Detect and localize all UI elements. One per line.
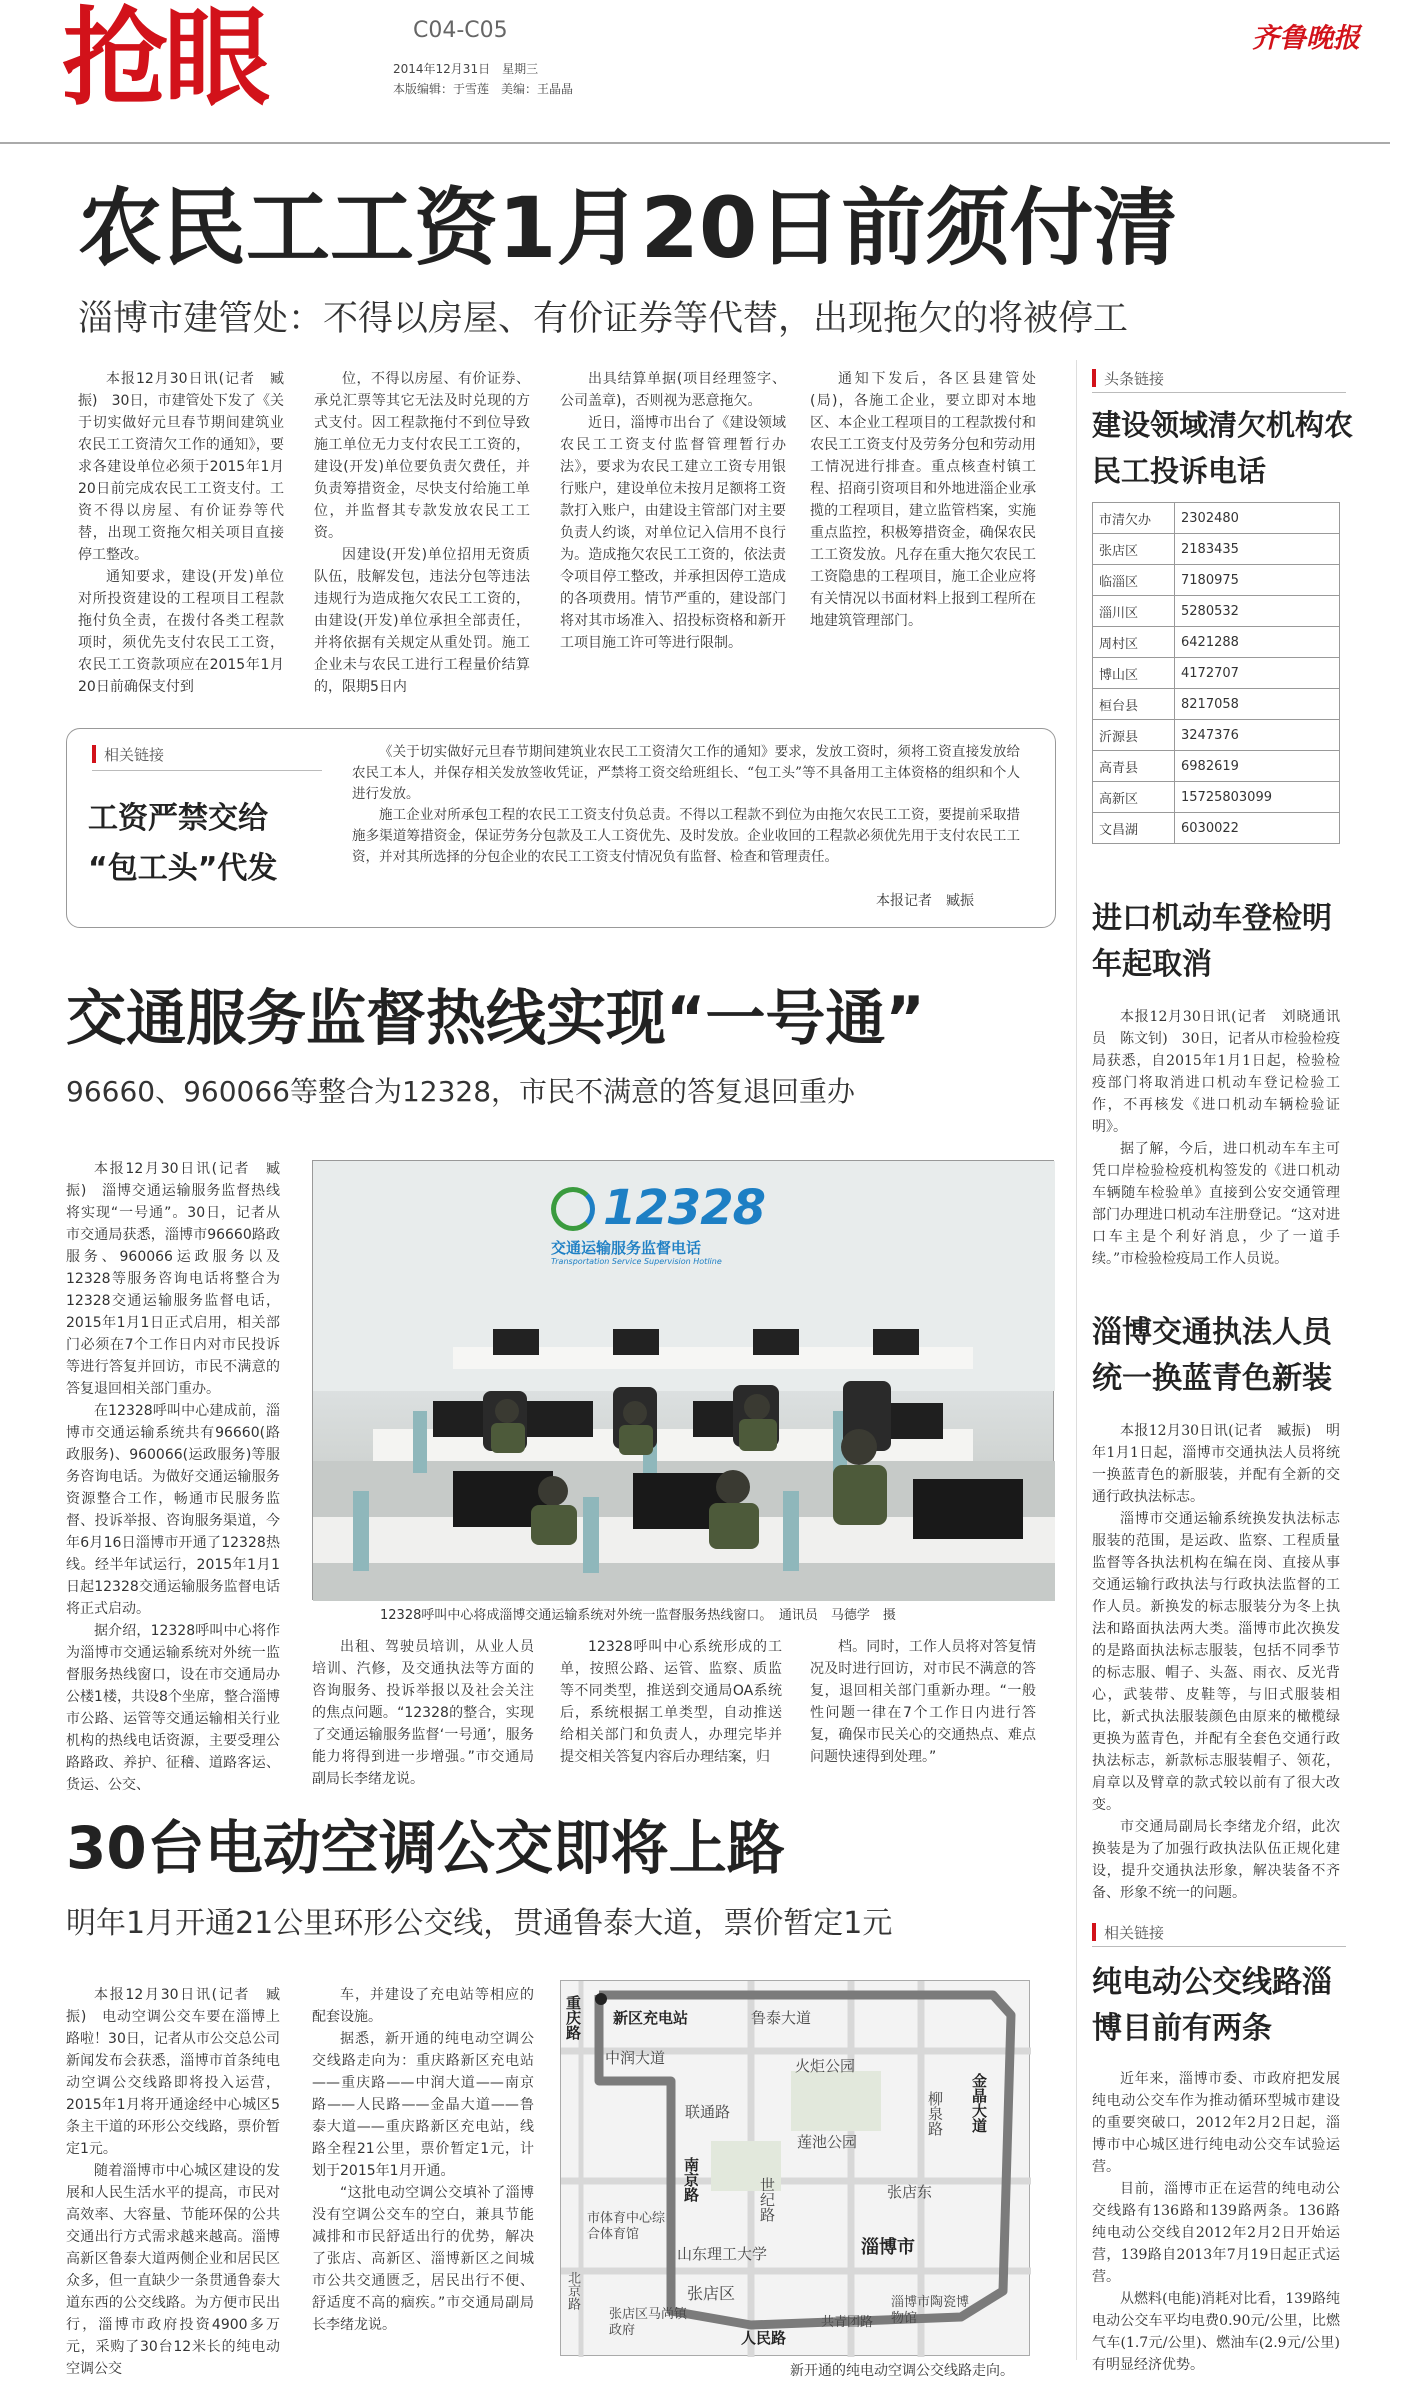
hotline-row xyxy=(1093,782,1340,813)
article3-title: 30台电动空调公交即将上路 xyxy=(66,1814,785,1882)
map-label: 重庆路 xyxy=(564,1995,582,2040)
hotline-district: 文昌湖 xyxy=(1093,813,1175,844)
hotline-logo xyxy=(551,1179,811,1269)
story1-title: 进口机动车登检明年起取消 xyxy=(1092,901,1332,982)
hotline-phone: 3247376 xyxy=(1175,720,1340,751)
hotline-district: 沂源县 xyxy=(1093,720,1175,751)
paragraph: 目前，淄博市正在运营的纯电动公交线路有136路和139路两条。136路纯电动公交线自2012年2月2日开始运营，139路自2013年7月19日起正式运营。 xyxy=(1092,2181,1340,2285)
article1-col3 xyxy=(560,368,786,716)
hotline-row xyxy=(1093,658,1340,689)
paragraph: 通知下发后，各区县建管处(局)，各施工企业，要立即对本地区、本企业工程项目的工程款拨付和农民工工资支付及劳务分包和劳动用工情况进行排查。重点核查村镇工程、招商引资项目和外地进淄企业承揽的工程项目，建立监管档案，实施重点监控，积极筹措资金，确保农民工工资发放。凡存在重大拖欠农民工工资隐患的工程项目，施工企业应将有关情况以书面材料上报到工程所在地建筑管理部门。 xyxy=(810,371,1036,629)
tag-marker xyxy=(92,745,96,763)
paragraph: 从燃料(电能)消耗对比看，139路纯电动公交车平均电费0.90元/公里，比燃气车(1.7元/公里)、燃油车(2.9元/公里)有明显经济优势。 xyxy=(1092,2291,1340,2373)
paragraph: 近日，淄博市出台了《建设领域农民工工资支付监督管理暂行办法》，要求为农民工建立工资专用银行账户，建设单位未按月足额将工资款打入账户，由建设主管部门对主要负责人约谈，对单位记入信用不良行为。造成拖欠农民工工资的，依法责令项目停工整改，并承担因停工造成的各项费用。情节严重的，建设部门将对其市场准入、招投标资格和新开工项目施工许可等进行限制。 xyxy=(560,415,786,651)
map-label: 北京路 xyxy=(565,2271,580,2310)
article3-subtitle: 明年1月开通21公里环形公交线，贯通鲁泰大道，票价暂定1元 xyxy=(66,1906,893,1941)
hotline-district: 高新区 xyxy=(1093,782,1175,813)
operator-head xyxy=(495,1399,519,1423)
charging-station-marker xyxy=(595,1993,607,2005)
hotline-phone: 8217058 xyxy=(1175,689,1340,720)
map-label: 南京路 xyxy=(682,2157,700,2202)
map-label: 山东理工大学 xyxy=(677,2245,768,2263)
monitor xyxy=(873,1329,919,1355)
article1-col1 xyxy=(78,368,284,716)
issue-date xyxy=(393,60,538,77)
paragraph: 《关于切实做好元旦春节期间建筑业农民工工资清欠工作的通知》要求，发放工资时，须将工资直接发放给农民工本人，并保存相关发放签收凭证，严禁将工资交给班组长、“包工头”等不具备用工主体资格的组织和个人进行发放。 xyxy=(352,744,1020,802)
paragraph: 在12328呼叫中心建成前，淄博市交通运输系统共有96660(路政服务)、960066(运政服务)等服务咨询电话。为做好交通运输服务资源整合工作，畅通市民服务监督、投诉举报、咨询服务渠道，今年6月16日淄博市开通了12328热线。经半年试运行，2015年1月1日起12328交通运输服务监督电话将正式启动。 xyxy=(66,1403,280,1617)
map-label: 淄博市陶瓷博物馆 xyxy=(891,2295,970,2326)
map-label: 柳泉路 xyxy=(926,2091,944,2136)
hotline-phone: 15725803099 xyxy=(1175,782,1340,813)
sidebar-divider xyxy=(1076,360,1077,2360)
tag-marker xyxy=(1092,369,1096,387)
hotline-row xyxy=(1093,813,1340,844)
hotline-row xyxy=(1093,596,1340,627)
hotline-district: 高青县 xyxy=(1093,751,1175,782)
article1-col2 xyxy=(314,368,530,716)
hotline-phone: 6030022 xyxy=(1175,813,1340,844)
map-label: 张店区 xyxy=(687,2284,736,2303)
partition xyxy=(583,1497,599,1573)
paragraph: “这批电动空调公交填补了淄博没有空调公交车的空白，兼具节能减排和市民舒适出行的优势，解决了张店、高新区、淄博新区之间城市公共交通匮乏，居民出行不便、舒适度不高的痼疾。”市交通局副局长李绪龙说。 xyxy=(312,2185,534,2333)
hotline-phone: 5280532 xyxy=(1175,596,1340,627)
map-label: 鲁泰大道 xyxy=(751,2009,812,2027)
photo-caption: 12328呼叫中心将成淄博交通运输系统对外统一监督服务热线窗口。 通讯员 马德学 摄 xyxy=(380,1608,896,1623)
article2-col3 xyxy=(560,1636,782,1776)
paragraph: 随着淄博市中心城区建设的发展和人民生活水平的提高，市民对高效率、大容量、节能环保的公共交通出行方式需求越来越高。淄博高新区鲁泰大道两侧企业和居民区众多，但一直缺少一条贯通鲁泰大道东西的公交线路。为方便市民出行，淄博市政府投资4900多万元，采购了30台12米长的纯电动空调公交 xyxy=(66,2163,280,2377)
map-label: 市体育中心综合体育馆 xyxy=(587,2211,666,2242)
story2-text xyxy=(1092,1420,1340,1901)
operator-body xyxy=(619,1425,653,1455)
hotline-row xyxy=(1093,565,1340,596)
story3-title: 纯电动公交线路淄博目前有两条 xyxy=(1092,1965,1332,2046)
article1-title: 农民工工资1月20日前须付清 xyxy=(78,179,1178,277)
operator-head xyxy=(623,1401,647,1425)
hotline-phone: 4172707 xyxy=(1175,658,1340,689)
section-title: 抢眼 xyxy=(62,0,266,120)
tag-marker xyxy=(1092,1923,1096,1941)
monitor xyxy=(523,1401,593,1437)
park xyxy=(791,2071,881,2131)
operator-body xyxy=(709,1503,759,1549)
hotline-row xyxy=(1093,751,1340,782)
story3-tag-rule xyxy=(1092,1946,1346,1947)
related-text xyxy=(352,742,1020,892)
paragraph: 本报12月30日讯(记者 臧振) 淄博交通运输服务监督热线将实现“一号通”。30日，记者从市交通局获悉，淄博市96660路政服务、960066运政服务以及12328等服务咨询电话将整合为12328交通运输服务监督电话，2015年1月1日正式启用，相关部门必须在7个工作日内对市民投诉等进行答复并回访，市民不满意的答复退回相关部门重办。 xyxy=(66,1161,280,1397)
hotline-phone: 2302480 xyxy=(1175,503,1340,534)
paragraph: 档。同时，工作人员将对答复情况及时进行回访，对市民不满意的答复，退回相关部门重新办理。“一般性问题一律在7个工作日内进行答复，确保市民关心的交通热点、难点问题快速得到处理。” xyxy=(810,1639,1036,1765)
partition xyxy=(783,1491,799,1571)
map-label: 中润大道 xyxy=(605,2049,666,2067)
hotline-phone: 2183435 xyxy=(1175,534,1340,565)
article2-subtitle: 96660、960066等整合为12328，市民不满意的答复退回重办 xyxy=(66,1075,856,1108)
logo-english: Transportation Service Supervision Hotline xyxy=(551,1257,722,1266)
hotline-tag-rule xyxy=(1092,392,1346,393)
hotline-title: 建设领域清欠机构农民工投诉电话 xyxy=(1092,408,1354,488)
partition xyxy=(413,1411,427,1473)
related-byline: 本报记者 臧振 xyxy=(876,893,974,909)
monitor xyxy=(613,1329,659,1355)
related-headline xyxy=(88,794,277,894)
editors-line: 本版编辑：于雪莲 美编：王晶晶 xyxy=(393,82,574,96)
hotline-district: 周村区 xyxy=(1093,627,1175,658)
map-label: 火炬公园 xyxy=(795,2057,856,2075)
paragraph: 施工企业对所承包工程的农民工工资支付负总责。不得以工程款不到位为由拖欠农民工工资，要提前采取措施多渠道筹措资金，保证劳务分包款及工人工资优先、及时发放。企业收回的工程款必须优先用于支付农民工工资，并对其所选择的分包企业的农民工工资支付情况负有监督、检查和管理责任。 xyxy=(352,807,1020,865)
logo-number: 12328 xyxy=(603,1180,765,1236)
paragraph: 市交通局副局长李绪龙介绍，此次换装是为了加强行政执法队伍正规化建设，提升交通执法形象，解决装备不齐备、形象不统一的问题。 xyxy=(1092,1819,1340,1901)
operator-head xyxy=(716,1470,750,1504)
hotline-row xyxy=(1093,503,1340,534)
map-label: 共青团路 xyxy=(821,2315,874,2330)
operator-body xyxy=(833,1465,887,1525)
operator-body xyxy=(491,1423,525,1453)
date-text: 2014年12月31日 xyxy=(393,62,491,76)
article2-title: 交通服务监督热线实现“一号通” xyxy=(66,984,925,1054)
map-label: 金晶大道 xyxy=(970,2073,988,2133)
hotline-tag: 头条链接 xyxy=(1092,368,1164,389)
hotline-district: 市清欠办 xyxy=(1093,503,1175,534)
paragraph: 通知要求，建设(开发)单位对所投资建设的工程项目工程款拖付负全责，在拨付各类工程款项时，须优先支付农民工工资，农民工工资款项应在2015年1月20日前确保支付到 xyxy=(78,569,284,695)
map-label: 人民路 xyxy=(741,2329,787,2347)
operator-body xyxy=(739,1419,777,1451)
hotline-phone: 6421288 xyxy=(1175,627,1340,658)
map-label: 世纪路 xyxy=(758,2177,776,2222)
paragraph: 本报12月30日讯(记者 臧振) 30日，市建管处下发了《关于切实做好元旦春节期间建筑业农民工工资清欠工作的通知》，要求各建设单位必须于2015年1月20日前完成农民工工资支付。工资不得以房屋、有价证券等代替，出现工资拖欠相关项目直接停工整改。 xyxy=(78,371,284,563)
paragraph: 本报12月30日讯(记者 臧振) 电动空调公交车要在淄博上路啦！30日，记者从市公交总公司新闻发布会获悉，淄博市首条纯电动空调公交线路即将投入运营，2015年1月将开通途经中心城区5条主干道的环形公交线路，票价暂定1元。 xyxy=(66,1987,280,2157)
paragraph: 本报12月30日讯(记者 臧振) 明年1月1日起，淄博市交通执法人员将统一换蓝青色的新服装，并配有全新的交通行政执法标志。 xyxy=(1092,1423,1340,1505)
map-label: 淄博市 xyxy=(861,2237,915,2258)
paragraph: 据介绍，12328呼叫中心将作为淄博市交通运输系统对外统一监督服务热线窗口，设在市交通局办公楼1楼，共设8个坐席，整合淄博市公路、运管等交通运输相关行业机构的热线电话资源，主要受理公路路政、养护、征稽、道路客运、货运、公交、 xyxy=(66,1623,280,1793)
call-center-photo xyxy=(312,1160,1054,1600)
related-headline-line1: 工资严禁交给 xyxy=(88,801,268,836)
hotline-row xyxy=(1093,627,1340,658)
related-headline-line2: “包工头”代发 xyxy=(88,851,278,886)
hotline-table xyxy=(1092,502,1340,844)
hotline-row xyxy=(1093,534,1340,565)
story1-text xyxy=(1092,1006,1340,1267)
paragraph: 位，不得以房屋、有价证券、承兑汇票等其它无法及时兑现的方式支付。因工程款拖付不到位导致施工单位无力支付农民工工资的，建设(开发)单位要负责欠费任，并负责筹措资金，尽快支付给施工单位，并监督其专款发放农民工工资。 xyxy=(314,371,530,541)
paragraph: 本报12月30日讯(记者 刘晓通讯员 陈文钊) 30日，记者从市检验检疫局获悉，自2015年1月1日起，检验检疫部门将取消进口机动车登记检验工作，不再核发《进口机动车辆检验证明》。 xyxy=(1092,1009,1340,1135)
logo-circle-icon xyxy=(551,1187,595,1231)
page-numbers: C04-C05 xyxy=(413,18,508,43)
paragraph: 近年来，淄博市委、市政府把发展纯电动公交车作为推动循环型城市建设的重要突破口，2012年2月2日起，淄博市中心城区进行纯电动公交车试验运营。 xyxy=(1092,2071,1340,2175)
story3-tag: 相关链接 xyxy=(1092,1922,1164,1943)
article1-col4 xyxy=(810,368,1036,716)
operator-head xyxy=(744,1394,770,1420)
map-label: 张店区马尚镇政府 xyxy=(609,2307,688,2338)
paragraph: 据了解，今后，进口机动车车主可凭口岸检验检疫机构签发的《进口机动车辆随车检验单》直接到公安交通管理部门办理进口机动车注册登记。“这对进口车主是个利好消息，少了一道手续。”市检验检疫局工作人员说。 xyxy=(1092,1141,1340,1267)
paragraph: 出具结算单据(项目经理签字、公司盖章)，否则视为恶意拖欠。 xyxy=(560,371,786,409)
route-map xyxy=(560,1980,1030,2356)
article3-col1 xyxy=(66,1984,280,2377)
hotline-row xyxy=(1093,689,1340,720)
article2-col1 xyxy=(66,1158,280,1793)
story2-title: 淄博交通执法人员统一换蓝青色新装 xyxy=(1092,1315,1332,1396)
map-label: 张店东 xyxy=(887,2183,933,2201)
map-label: 莲池公园 xyxy=(797,2133,858,2151)
hotline-phone: 7180975 xyxy=(1175,565,1340,596)
map-label: 新区充电站 xyxy=(613,2009,689,2027)
partition xyxy=(353,1491,369,1571)
map-label: 联通路 xyxy=(685,2103,731,2121)
hotline-district: 博山区 xyxy=(1093,658,1175,689)
bus-route-line xyxy=(599,1995,1011,2325)
paragraph: 据悉，新开通的纯电动空调公交线路走向为：重庆路新区充电站——重庆路——中润大道——南京路——人民路——金晶大道——鲁泰大道——重庆路新区充电站，线路全程21公里，票价暂定1元，计划于2015年1月开通。 xyxy=(312,2031,534,2179)
operator-head xyxy=(538,1476,568,1506)
paragraph: 淄博市交通运输系统换发执法标志服装的范围，是运政、监察、工程质量监督等各执法机构在编在岗、直接从事交通运输行政执法与行政执法监督的工作人员。新换发的标志服装分为冬上执法和路面执法两大类。淄博市此次换发的是路面执法标志服装，包括不同季节的标志服、帽子、头盔、雨衣、反光背心，武装带、皮鞋等，与旧式服装相比，新式执法服装颜色由原来的橄榄绿更换为蓝青色，并配有全套色交通行政执法标志，新款标志服装帽子、领花，肩章以及臂章的款式较以前有了很大改变。 xyxy=(1092,1511,1340,1813)
article3-col2 xyxy=(312,1984,534,2374)
paragraph: 车，并建设了充电站等相应的配套设施。 xyxy=(312,1987,534,2025)
monitor xyxy=(913,1479,1023,1539)
header-rule xyxy=(0,142,1390,144)
operator-body xyxy=(531,1505,577,1545)
hotline-district: 临淄区 xyxy=(1093,565,1175,596)
hotline-row xyxy=(1093,720,1340,751)
monitor xyxy=(753,1329,799,1355)
hotline-district: 桓台县 xyxy=(1093,689,1175,720)
article2-col4 xyxy=(810,1636,1036,1776)
operator-head xyxy=(841,1429,877,1465)
paragraph: 出租、驾驶员培训，从业人员培训、汽修，及交通执法等方面的咨询服务、投诉举报以及社会关注的焦点问题。“12328的整合，实现了交通运输服务监督‘一号通’，服务能力将得到进一步增强。”市交通局副局长李绪龙说。 xyxy=(312,1639,534,1787)
logo-subtitle: 交通运输服务监督电话 xyxy=(551,1239,702,1257)
weekday-text: 星期三 xyxy=(502,62,539,76)
article2-col2 xyxy=(312,1636,534,1787)
story3-text xyxy=(1092,2068,1340,2373)
hotline-district: 淄川区 xyxy=(1093,596,1175,627)
hotline-phone: 6982619 xyxy=(1175,751,1340,782)
paper-logo: 齐鲁晚报 xyxy=(1252,23,1360,54)
monitor xyxy=(493,1329,539,1355)
hotline-district: 张店区 xyxy=(1093,534,1175,565)
map-caption: 新开通的纯电动空调公交线路走向。 xyxy=(790,2363,1014,2379)
related-tag: 相关链接 xyxy=(92,744,164,765)
related-tag-rule xyxy=(92,770,322,771)
paragraph: 因建设(开发)单位招用无资质队伍，肢解发包，违法分包等违法违规行为造成拖欠农民工工资的，由建设(开发)单位承担全部责任，并将依据有关规定从重处罚。施工企业未与农民工进行工程量价结算的，限期5日内 xyxy=(314,547,530,695)
article1-subtitle: 淄博市建管处：不得以房屋、有价证券等代替，出现拖欠的将被停工 xyxy=(78,299,1129,339)
paragraph: 12328呼叫中心系统形成的工单，按照公路、运管、监察、质监等不同类型，推送到交通局OA系统后，系统根据工单类型，自动推送给相关部门和负责人，办理完毕并提交相关答复内容后办理结案，归 xyxy=(560,1639,782,1765)
